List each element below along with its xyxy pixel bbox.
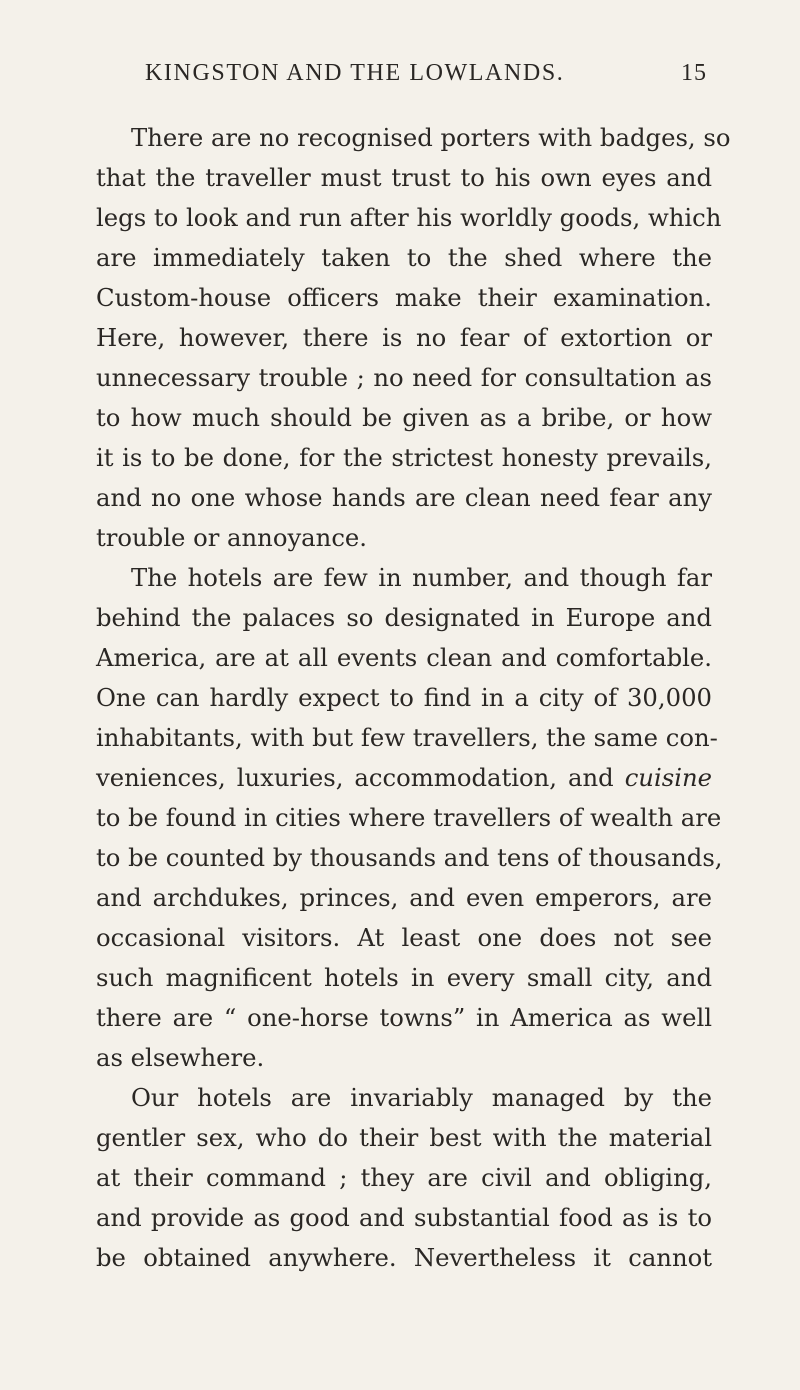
text-line: The hotels are few in number, and though far [131, 563, 712, 592]
text-line: America, are at all events clean and comfortable. [96, 643, 712, 672]
text-line: occasional visitors. At least one does not see [96, 923, 712, 952]
text-line: Our hotels are invariably managed by the [131, 1083, 712, 1112]
text-line: and archdukes, princes, and even emperors, are [96, 883, 712, 912]
text-line: are immediately taken to the shed where the [96, 243, 712, 272]
page-number: 15 [681, 60, 707, 86]
text-line: to how much should be given as a bribe, or how [96, 403, 712, 432]
text-line: such magnificent hotels in every small city, and [96, 963, 712, 992]
text-line: at their command ; they are civil and obliging, [96, 1163, 712, 1192]
text-line: it is to be done, for the strictest honesty prevails, [96, 443, 712, 472]
text-line-with-italic [96, 758, 712, 798]
text-line: trouble or annoyance. [96, 523, 368, 552]
text-line: legs to look and run after his worldly goods, which [96, 203, 722, 232]
italic-word: cuisine [624, 763, 712, 792]
text-line: Here, however, there is no fear of extortion or [96, 323, 712, 352]
running-head: KINGSTON AND THE LOWLANDS. [145, 60, 565, 86]
text-line: One can hardly expect to find in a city of 30,000 [96, 683, 712, 712]
text-line: and provide as good and substantial food as is to [96, 1203, 712, 1232]
text-line: be obtained anywhere. Nevertheless it cannot [96, 1243, 712, 1272]
text-line: as elsewhere. [96, 1043, 265, 1072]
text-line: and no one whose hands are clean need fear any [96, 483, 712, 512]
page-header [0, 58, 800, 92]
text-segment: veniences, luxuries, accommodation, and [96, 763, 625, 792]
text-line: behind the palaces so designated in Europe and [96, 603, 712, 632]
text-line: that the traveller must trust to his own eyes and [96, 163, 712, 192]
text-line: Custom-house officers make their examination. [96, 283, 712, 312]
text-line: gentler sex, who do their best with the material [96, 1123, 712, 1152]
text-line: inhabitants, with but few travellers, the same con- [96, 723, 718, 752]
text-line: there are “ one-horse towns” in America as well [96, 1003, 712, 1032]
text-line: to be counted by thousands and tens of thousands, [96, 843, 723, 872]
text-line: There are no recognised porters with badges, so [131, 123, 731, 152]
body-text [96, 118, 731, 1278]
text-line: to be found in cities where travellers of wealth are [96, 803, 722, 832]
text-line: unnecessary trouble ; no need for consultation as [96, 363, 712, 392]
